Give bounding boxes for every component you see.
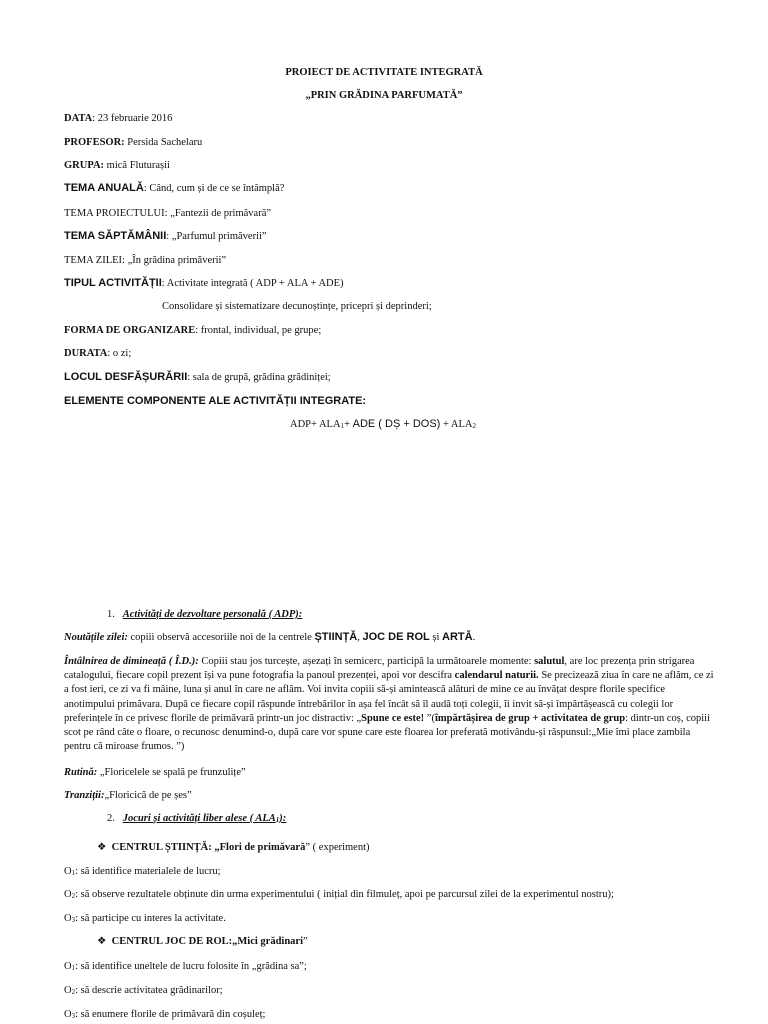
diamond-bullet-icon: ❖ (97, 936, 107, 947)
objective: $O_3$: să enumere florile de primăvară din coșuleț; (64, 1009, 266, 1020)
field-duration: DURATA: o zi; (64, 348, 132, 359)
field-date: DATA: 23 februarie 2016 (64, 113, 173, 124)
objective: $O_2$: să descrie activitatea grădinarilor; (64, 985, 223, 996)
field-location: LOCUL DESFĂȘURĂRII: sala de grupă, grădina grădiniței; (64, 371, 331, 383)
field-organization: FORMA DE ORGANIZARE: frontal, individual, pe grupe; (64, 325, 322, 336)
objective: $O_3$: să participe cu interes la activitate. (64, 913, 226, 924)
field-annual-theme: TEMA ANUALĂ: Când, cum și de ce se întâmplă? (64, 182, 285, 194)
field-week-theme: TEMA SĂPTĂMÂNII: „Parfumul primăverii” (64, 230, 267, 242)
field-group: GRUPA: mică Fluturașii (64, 160, 170, 171)
transitions: Tranziții:„Floricică de pe șes” (64, 790, 192, 801)
field-teacher: PROFESOR: Persida Sachelaru (64, 137, 203, 148)
section-1-heading: 1. Activități de dezvoltare personală ( ADP): (107, 609, 303, 620)
center-science-heading: ❖ CENTRUL ȘTIINȚĂ: „Flori de primăvară” ( experiment) (97, 842, 370, 853)
field-project-theme: TEMA PROIECTULUI: „Fantezii de primăvară” (64, 208, 272, 219)
news-of-day: Noutățile zilei: copiii observă accesoriile noi de la centrele ȘTIINȚĂ, JOC DE ROL și ARTĂ. (64, 631, 476, 643)
elements-heading: ELEMENTE COMPONENTE ALE ACTIVITĂȚII INTEGRATE: (64, 395, 367, 407)
activity-type-detail: Consolidare și sistematizare decunoștințe, pricepri și deprinderi; (162, 301, 432, 312)
objective: $O_2$: să observe rezultatele obținute din urma experimentului ( inițial din filmuleț, apoi pe parcursul zilei de la experimentul nostru); (64, 889, 614, 900)
center-roleplay-heading: ❖ CENTRUL JOC DE ROL:„Mici grădinari” (97, 936, 308, 947)
objective: $O_1$: să identifice uneltele de lucru folosite în „grădina sa”; (64, 961, 307, 972)
routine: Rutină: „Floricelele se spală pe frunzulițe” (64, 767, 246, 778)
section-2-heading: 2. Jocuri și activități liber alese ( $ALA_1$): (107, 813, 287, 824)
morning-meeting-paragraph: Întâlnirea de dimineață ( Î.D.): Copiii stau jos turcește, așezați în semicerc, participă la următoarele momente: salutul, are loc prezența prin strigarea catalogului, fiecare copil prezent își va pune fotografia la panoul prezenței, apoi vor descifra calendarul naturii. Se precizează ziua în care ne aflăm, ce zi a fost ieri, ce zi va fi mâine, luna și anul în care ne aflăm. Voi invita copiii să-și amintească alături de mine ce au învățat despre florile specifice anotimpului primăvara. După ce fiecare copil răspunde întrebărilor în așa fel încât să îl audă toți colegii, îi invit să-și împărtășească cu colegii lor preferințele în ce privesc florile de primăvară printr-un joc distractiv: „Spune ce este! ”(împărtășirea de grup + activitatea de grup: dintr-un coș, copiii scot pe rând câte o floare, o recunosc denumind-o, după care vor spune care este floarea lor preferată motivându-și răspunsul:„Mie îmi place zambila pentru că miroase frumos. ”) (64, 656, 714, 753)
field-day-theme: TEMA ZILEI: „În grădina primăverii” (64, 255, 227, 266)
document-subtitle: „PRIN GRĂDINA PARFUMATĂ” (305, 90, 463, 101)
field-activity-type: TIPUL ACTIVITĂȚII: Activitate integrată ( ADP + ALA + ADE) (64, 277, 344, 289)
objective: $O_1$: să identifice materialele de lucru; (64, 866, 221, 877)
document-title: PROIECT DE ACTIVITATE INTEGRATĂ (285, 67, 483, 78)
diamond-bullet-icon: ❖ (97, 842, 107, 853)
activity-formula: $ADP+ ALA_1+$ ADE ( DȘ + $DOS) + ALA_2$ (290, 418, 476, 430)
